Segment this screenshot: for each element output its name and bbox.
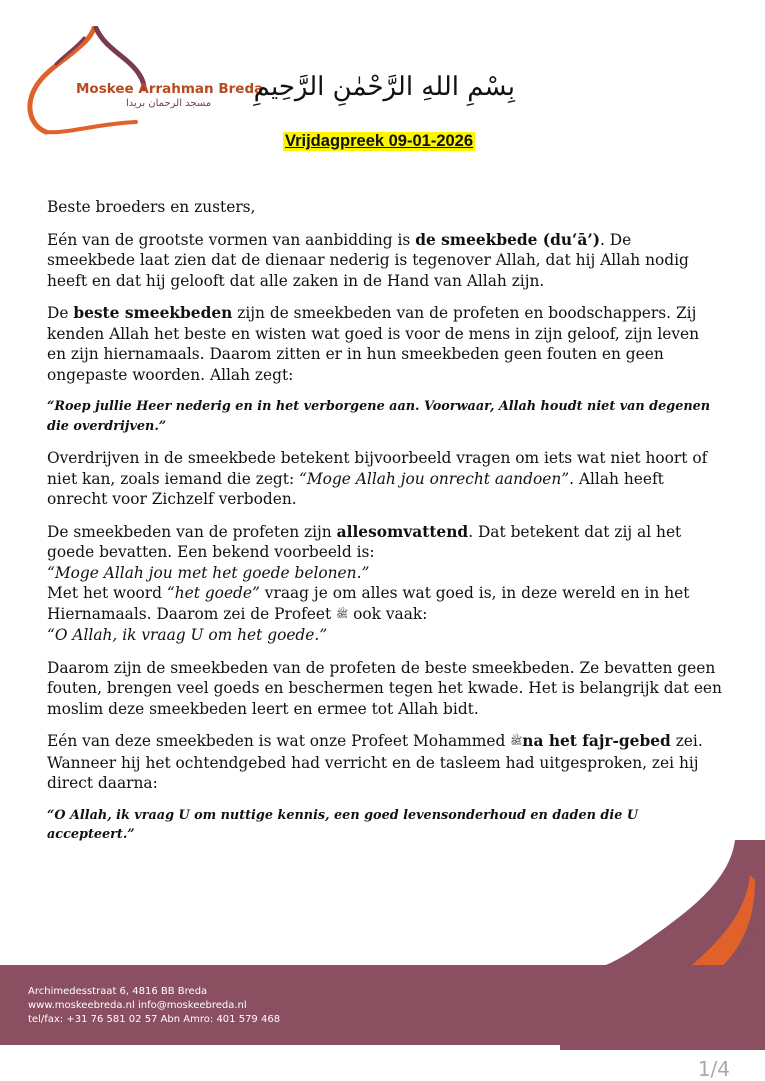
text: De smeekbeden van de profeten zijn (47, 522, 337, 541)
footer-address: Archimedesstraat 6, 4816 BB Breda (28, 986, 208, 997)
emphasis: beste smeekbeden (73, 304, 233, 322)
basmala: بِسْمِ اللهِ الرَّحْمٰنِ الرَّحِيمِ (253, 72, 515, 102)
italic-quote: “Moge Allah jou onrecht aandoen” (299, 469, 570, 488)
paragraph-5: Daarom zijn de smeekbeden van de profeten de beste smeekbeden. Ze bevatten geen fouten, brengen veel goeds en beschermen tegen het kwade. Het is belangrijk dat een moslim deze smeekbeden leert en ermee tot Allah bidt. (47, 658, 722, 718)
text: . De smeekbede laat zien dat de dienaar nederig is tegenover Allah, dat hij Allah nodig heeft en dat hij gelooft dat alle zaken in de Hand van Allah zijn. (47, 230, 689, 290)
text: ook vaak: (348, 604, 428, 623)
text: . Allah heeft onrecht voor Zichzelf verboden. (47, 469, 664, 508)
sermon-body (47, 197, 722, 857)
text: Met het woord (47, 584, 167, 602)
text: Eén van de grootste vormen van aanbidding is (47, 230, 416, 249)
text: Eén van deze smeekbeden is wat onze Profeet Mohammed (47, 732, 511, 750)
text: De (47, 304, 74, 322)
paragraph-2 (47, 303, 722, 385)
salawat-symbol: ﷺ (510, 736, 523, 747)
paragraph-6 (47, 731, 722, 794)
italic-phrase: “het goede” (166, 584, 260, 602)
footer-web-email: www.moskeebreda.nl info@moskeebreda.nl (28, 1000, 247, 1011)
footer-phone: tel/fax: +31 76 581 02 57 Abn Amro: 401 579 468 (28, 1014, 281, 1025)
paragraph-1 (47, 230, 722, 292)
emphasis: na het fajr-gebed (522, 732, 671, 750)
line (47, 583, 722, 625)
quote-verse: “Roep jullie Heer nederig en in het verborgene aan. Voorwaar, Allah houdt niet van degenen die overdrijven.” (47, 399, 711, 434)
logo (26, 26, 264, 136)
text: . Dat betekent dat zij al het goede bevatten. Een bekend voorbeeld is: (47, 522, 682, 561)
quote-dua: “O Allah, ik vraag U om nuttige kennis, een goed levensonderhoud en daden die U accepteert.” (47, 807, 638, 842)
italic-quote: “Moge Allah jou met het goede belonen.” (47, 563, 370, 582)
salawat-symbol: ﷺ (336, 608, 349, 620)
emphasis: allesomvattend (336, 522, 469, 541)
text: Overdrijven in de smeekbede betekent bijvoorbeeld vragen om iets wat niet hoort of niet kan, zoals iemand die zegt: (47, 449, 708, 488)
logo-arabic-name: مسجد الرحمان بريدا (126, 98, 212, 109)
paragraph-4 (47, 522, 722, 646)
greeting: Beste broeders en zusters, (47, 198, 256, 216)
page-number: 1/4 (697, 1057, 730, 1081)
text: zijn de smeekbeden van de profeten en boodschappers. Zij kenden Allah het beste en wisten wat goed is voor de mens in zijn geloof, zijn leven en zijn hiernamaals. Daarom zitten er in hun smeekbeden geen fouten en geen ongepaste woorden. Allah zegt: (47, 304, 700, 384)
text: zei. Wanneer hij het ochtendgebed had verricht en de tasleem had uitgesproken, zei hij direct daarna: (47, 732, 703, 792)
text: vraag je om alles wat goed is, in deze wereld en in het Hiernamaals. Daarom zei de Profeet (47, 584, 690, 623)
logo-name: Moskee Arrahman Breda (76, 81, 264, 97)
italic-quote: “O Allah, ik vraag U om het goede.” (47, 626, 328, 644)
emphasis: de smeekbede (du‘ā’) (415, 230, 600, 249)
document-title: Vrijdagpreek 09-01-2026 (285, 132, 474, 150)
paragraph-3 (47, 448, 722, 510)
